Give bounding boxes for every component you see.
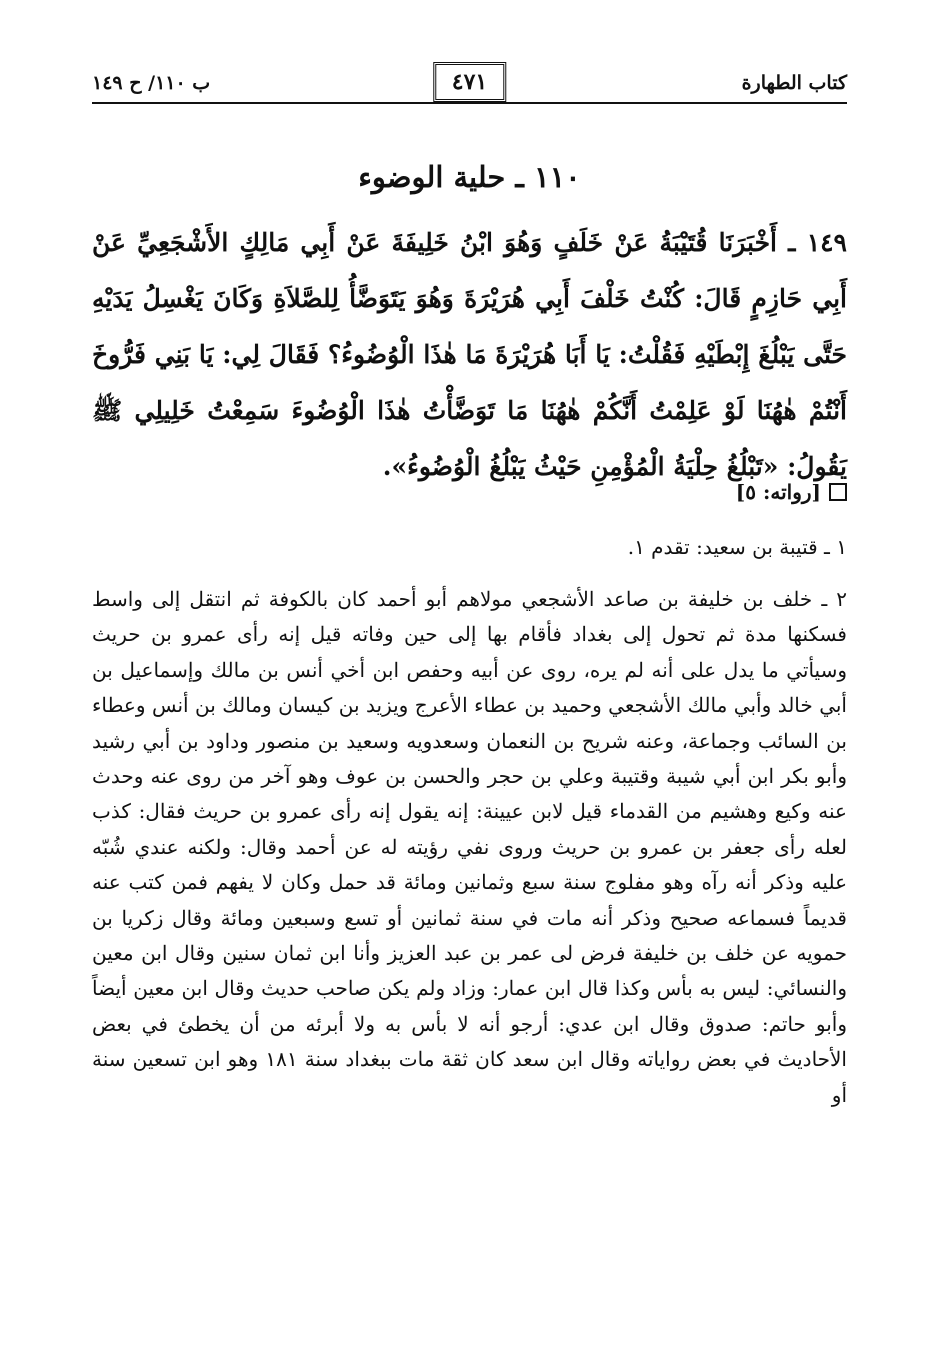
chapter-title: ١١٠ ـ حلية الوضوء [358,160,581,194]
narrators-heading-text: [رواته: ٥] [735,480,821,504]
narrator-entry-2: ٢ ـ خلف بن خليفة بن صاعد الأشجعي مولاهم أبو أحمد كان بالكوفة ثم انتقل إلى واسط فسكنها مدة ثم تحول إلى بغداد فأقام بها إلى حين وفاته قيل إنه رأى عمرو بن حريث وسيأتي ما يدل على أنه لم يره، روى عن أبيه وحفص ابن أخي أنس بن مالك وإسماعيل بن أبي خالد وأبي مالك الأشجعي وحميد بن عطاء الأعرج ويزيد بن كيسان ومالك بن أنس وعطاء بن السائب وجماعة، وعنه شريح بن النعمان وسعدويه وسعيد بن منصور وداود بن أبي رشيد وأبو بكر ابن أبي شيبة وقتيبة وعلي بن حجر والحسن بن عوف وهو آخر من روى عنه وحدث عنه وكيع وهشيم من القدماء قيل لابن عيينة: إنه يقول إنه رأى عمرو بن حريث فقال: كذب لعله رأى جعفر بن عمرو بن حريث وروى نفي رؤيته له عن أحمد وقال: ولكنه عندي شُبّه عليه وذكر أنه رآه وهو مفلوج سنة سبع وثمانين ومائة قد حمل وكان لا يفهم فمن كتب عنه قديماً فسماعه صحيح وذكر أنه مات في سنة ثمانين أو تسع وسبعين ومائة وقال زكريا بن حمويه عن خلف بن خليفة فرض لى عمر بن عبد العزيز وأنا ابن ثمان سنين وقال ابن معين والنسائي: ليس به بأس وكذا قال ابن عمار: وزاد ولم يكن صاحب حديث وقال ابن معين أيضاً وأبو حاتم: صدوق وقال ابن عدي: أرجو أنه لا بأس به ولا أبرئه من أن يخطئ في بعض الأحاديث في بعض رواياته وقال ابن سعد كان ثقة مات ببغداد سنة ١٨١ وهو ابن تسعين سنة أو [92,587,847,1107]
page-number: ٤٧١ [433,62,506,102]
chapter-hadith-reference: ب ١١٠/ ح ١٤٩ [92,72,211,94]
running-header [92,66,847,106]
hadith-text: ١٤٩ ـ أَخْبَرَنَا قُتَيْبَةُ عَنْ خَلَفٍ وَهُوَ ابْنُ خَلِيفَةَ عَنْ أَبِي مَالِكٍ الأَشْجَعِيِّ عَنْ أَبِي حَازِمٍ قَالَ: كُنْتُ خَلْفَ أَبِي هُرَيْرَةَ وَهُوَ يَتَوَضَّأُ لِلصَّلاَةِ وَكَانَ يَغْسِلُ يَدَيْهِ حَتَّى يَبْلُغَ إِبْطَيْهِ فَقُلْتُ: يَا أَبَا هُرَيْرَةَ مَا هٰذَا الْوُضُوءُ؟ فَقَالَ لِي: يَا بَنِي فَرُّوخَ أَنْتُمْ هٰهُنَا لَوْ عَلِمْتُ أَنَّكُمْ هٰهُنَا مَا تَوَضَّأْتُ هٰذَا الْوُضُوءَ سَمِعْتُ خَلِيلِي ﷺ يَقُولُ: «تَبْلُغُ حِلْيَةُ الْمُؤْمِنِ حَيْثُ يَبْلُغُ الْوُضُوءُ». [92,228,847,481]
book-title: كتاب الطهارة [741,72,847,94]
narrators-heading [736,480,847,504]
square-bullet-icon [829,483,847,501]
header-divider [92,102,847,104]
narrator-entry-1: ١ ـ قتيبة بن سعيد: تقدم ١. [627,535,847,559]
